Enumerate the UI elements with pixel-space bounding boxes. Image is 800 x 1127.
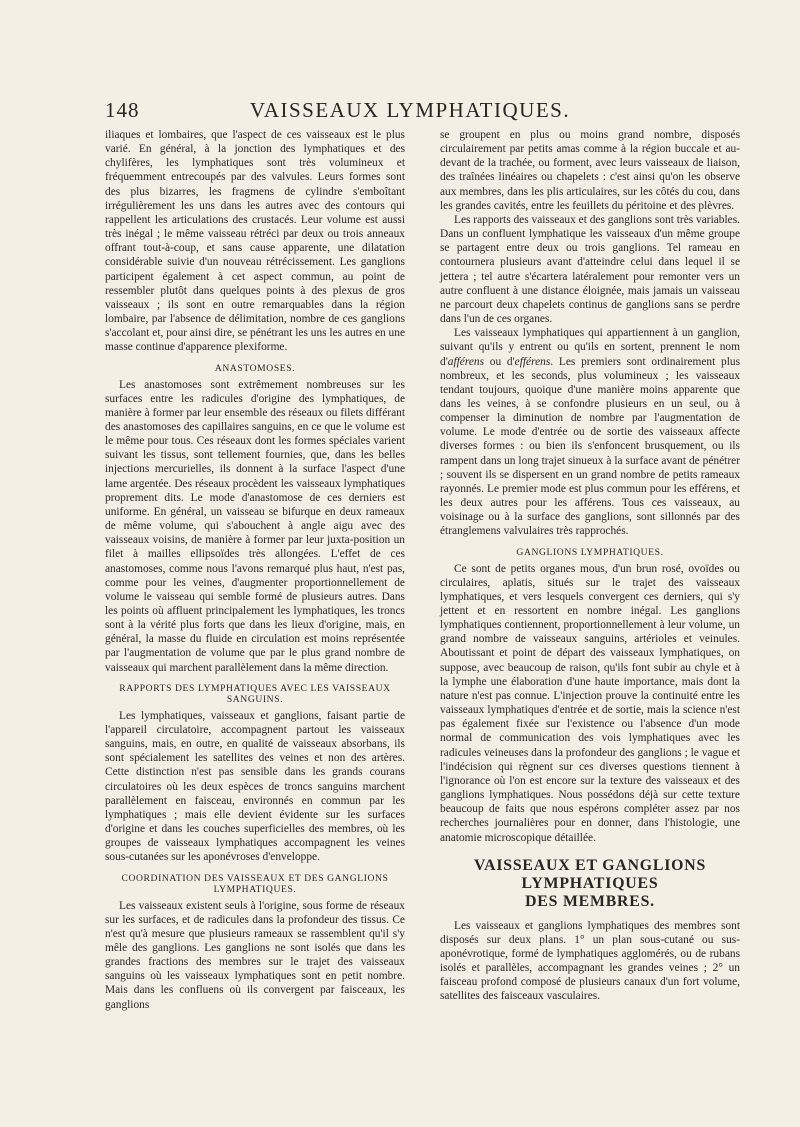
text-run: ou d' <box>484 355 515 368</box>
paragraph: Les vaisseaux et ganglions lymphatiques des membres sont disposés sur deux plans. 1° un plan sous-cutané ou sus-aponévrotique, formé de lymphatiques agglomérés, ou de rubans isolés et parallèles, accompagnant les grandes veines ; 2° un faisceau profond composé de plusieurs canaux d'un fort volume, satellites des faisceaux vasculaires. <box>440 919 740 1003</box>
paragraph: Les rapports des vaisseaux et des ganglions sont très variables. Dans un confluent lymphatique les vaisseaux d'un même groupe se partagent entre deux ou trois ganglions. Tel rameau en contournera plusieurs avant d'atteindre celui dans lequel il se jettera ; tel autre s'écartera latéralement pour remonter vers un autre confluent à une distance éloignée, mais jamais un vaisseau ne parcourt deux chapelets continus de ganglions sans se perdre dans l'un de ces organes. <box>440 213 740 326</box>
section-heading-coordination: COORDINATION DES VAISSEAUX ET DES GANGLIONS LYMPHATIQUES. <box>121 872 389 895</box>
term-efferens: efférens <box>514 355 551 368</box>
section-heading-ganglions: GANGLIONS LYMPHATIQUES. <box>516 546 664 558</box>
paragraph: iliaques et lombaires, que l'aspect de ces vaisseaux est le plus varié. En général, à la jonction des lymphatiques et des chylifères, les lymphatiques sont très volumineux et fréquemment entrecoupés par des valvules. Leurs formes sont des plus bizarres, les fragmens de cylindre s'emboîtant irrégulièrement les uns dans les autres avec des contours qui rappellent les articulations des crustacés. Leur volume est aussi très inégal ; le même vaisseau rétréci par deux ou trois anneaux offrant tout-à-coup, et sans cause apparente, une dilatation considérable suivie d'un nouveau rétrécissement. Les ganglions participent également à cet aspect commun, au point de ressembler plutôt dans quelques points à des plexus de gros vaisseaux ; ils sont en outre remarquables dans la région lombaire, par l'absence de délimitation, nombre de ces ganglions s'accolant et, pour ainsi dire, se pénétrant les uns les autres en une masse continue d'apparence plexiforme. <box>105 129 406 354</box>
paragraph <box>440 326 740 538</box>
text-run: . Les premiers sont ordinairement plus nombreux, et les seconds, plus volumineux ; les vaisseaux tendant toujours, quoique d'une manière moins apparente que dans les veines, à se confondre plusieurs en un seul, ou à compenser la diminution de nombre par l'augmentation de volume. Le mode d'entrée ou de sortie des vaisseaux affecte diverses formes : ou bien ils s'enfoncent brusquement, ou ils rampent dans un long trajet sinueux à la surface avant de pénétrer ; souvent ils se dispersent en un grand nombre de petits rameaux rayonnés. Le premier mode est plus commun pour les efférens, et les deux autres pour les afférens. Tous ces vaisseaux, au voisinage ou à la surface des ganglions, sont sillonnés par des étranglemens valvulaires très rapprochés. <box>440 355 740 538</box>
page-number: 148 <box>105 98 140 122</box>
text-run: Les vaisseaux lymphatiques qui appartiennent à un ganglion, suivant qu'ils y entrent ou qu'ils en sortent, prennent le nom d' <box>440 327 740 368</box>
right-column <box>440 128 740 1004</box>
term-afferens: afférens <box>447 355 485 368</box>
section-heading-rapports: RAPPORTS DES LYMPHATIQUES AVEC LES VAISSEAUX SANGUINS. <box>119 682 391 705</box>
page-header <box>105 98 715 126</box>
chapter-heading-line2: DES MEMBRES. <box>525 892 655 910</box>
paragraph: Ce sont de petits organes mous, d'un brun rosé, ovoïdes ou circulaires, aplatis, situés sur le trajet des vaisseaux lymphatiques, et vers lesquels convergent ces derniers, qui s'y jettent et en ressortent en nombre inégal. Les ganglions lymphatiques contiennent, proportionnellement à leur volume, un grand nombre de vaisseaux sanguins, artérioles et veinules. Aboutissant et point de départ des vaisseaux lymphatiques, on suppose, avec beaucoup de raison, qu'ils font subir au chyle et à la lymphe une élaboration d'une haute importance, mais dont la nature n'est pas connue. L'injection prouve la continuité entre les vaisseaux lymphatiques d'entrée et de sortie, mais la science n'est pas également fixée sur l'existence ou l'absence d'un mode normal de communication des vois lymphatiques avec les radicules veineuses dans la profondeur des ganglions ; le vague et l'indécision qui règnent sur ces diverses questions tiennent à l'ignorance où l'on est encore sur la texture des vaisseaux et des ganglions lymphatiques. Nous possédons déjà sur cette texture beaucoup de faits que nous espérons compléter assez par nos recherches journalières pour en donner, dans l'histologie, une anatomie microscopique détaillée. <box>440 562 740 844</box>
paragraph: se groupent en plus ou moins grand nombre, disposés circulairement par petits amas comme à la région buccale et au-devant de la trachée, ou forment, avec leurs vaisseaux de liaison, des traînées linéaires ou chapelets : c'est ainsi qu'on les observe aux membres, dans les plis articulaires, sur les côtés du cou, dans les grandes cavités, entre les feuillets du péritoine et des plèvres. <box>440 129 740 212</box>
paragraph: Les vaisseaux existent seuls à l'origine, sous forme de réseaux sur les surfaces, et de radicules dans la profondeur des tissus. Ce n'est qu'à mesure que plusieurs rameaux se rassemblent qu'il s'y mêle des ganglions. Les ganglions ne sont isolés que dans les grandes fractions des membres sur le trajet des vaisseaux sanguins où les vaisseaux lymphatiques sont en petit nombre. Mais dans les confluens où ils convergent par faisceaux, les ganglions <box>105 899 405 1011</box>
running-title: VAISSEAUX LYMPHATIQUES. <box>249 98 571 122</box>
paragraph: Les lymphatiques, vaisseaux et ganglions, faisant partie de l'appareil circulatoire, accompagnent partout les vaisseaux sanguins, mais, en outre, en qualité de vaisseaux absorbans, ils sont spécialement les satellites des veines et non des artères. Cette distinction n'est pas sensible dans les grands courans circulatoires où les deux espèces de troncs sanguins marchent parallèlement en faisceau, environnés en commun par les lymphatiques ; mais elle devient évidente sur les surfaces d'origine et dans les couches superficielles des membres, où les groupes de vaisseaux lymphatiques accompagnent les veines sous-cutanées sur les aponévroses d'enveloppe. <box>105 709 405 864</box>
chapter-heading <box>440 857 740 911</box>
left-column <box>105 128 405 1012</box>
chapter-heading-line1: VAISSEAUX ET GANGLIONS LYMPHATIQUES <box>473 856 707 892</box>
paragraph: Les anastomoses sont extrêmement nombreuses sur les surfaces entre les radicules d'origine des lymphatiques, de manière à former par leur ensemble des réseaux ou filets différant des anastomoses des capillaires sanguins, en ce que le volume est le même pour tous. Ces réseaux dont les formes spéciales varient suivant les tissus, sont tellement fournies, que, dans les belles injections mercurielles, ils donnent à la surface l'aspect d'une lame argentée. Des réseaux procèdent les vaisseaux lymphatiques proprement dits. Le mode d'anastomose de ces derniers est uniforme. En général, un vaisseau se bifurque en deux rameaux de même volume, qui s'abouchent à angle aigu avec des vaisseaux voisins, de manière à former par leur juxta-position un filet à mailles ellipsoïdes très allongées. L'effet de ces anastomoses, comme nous l'avons remarqué plus haut, n'est pas, comme pour les veines, d'augmenter proportionnellement de volume le vaisseau qui semble formé de plusieurs autres. Dans les points où affluent principalement les lymphatiques, les troncs sont à la vérité plus forts que dans les lieux d'origine, mais, en général, la masse du fluide en circulation est moins représentée par l'augmentation de volume que par le plus grand nombre de vaisseaux qui marchent parallèlement dans la même direction. <box>105 378 405 674</box>
section-heading-anastomoses: ANASTOMOSES. <box>214 362 296 374</box>
